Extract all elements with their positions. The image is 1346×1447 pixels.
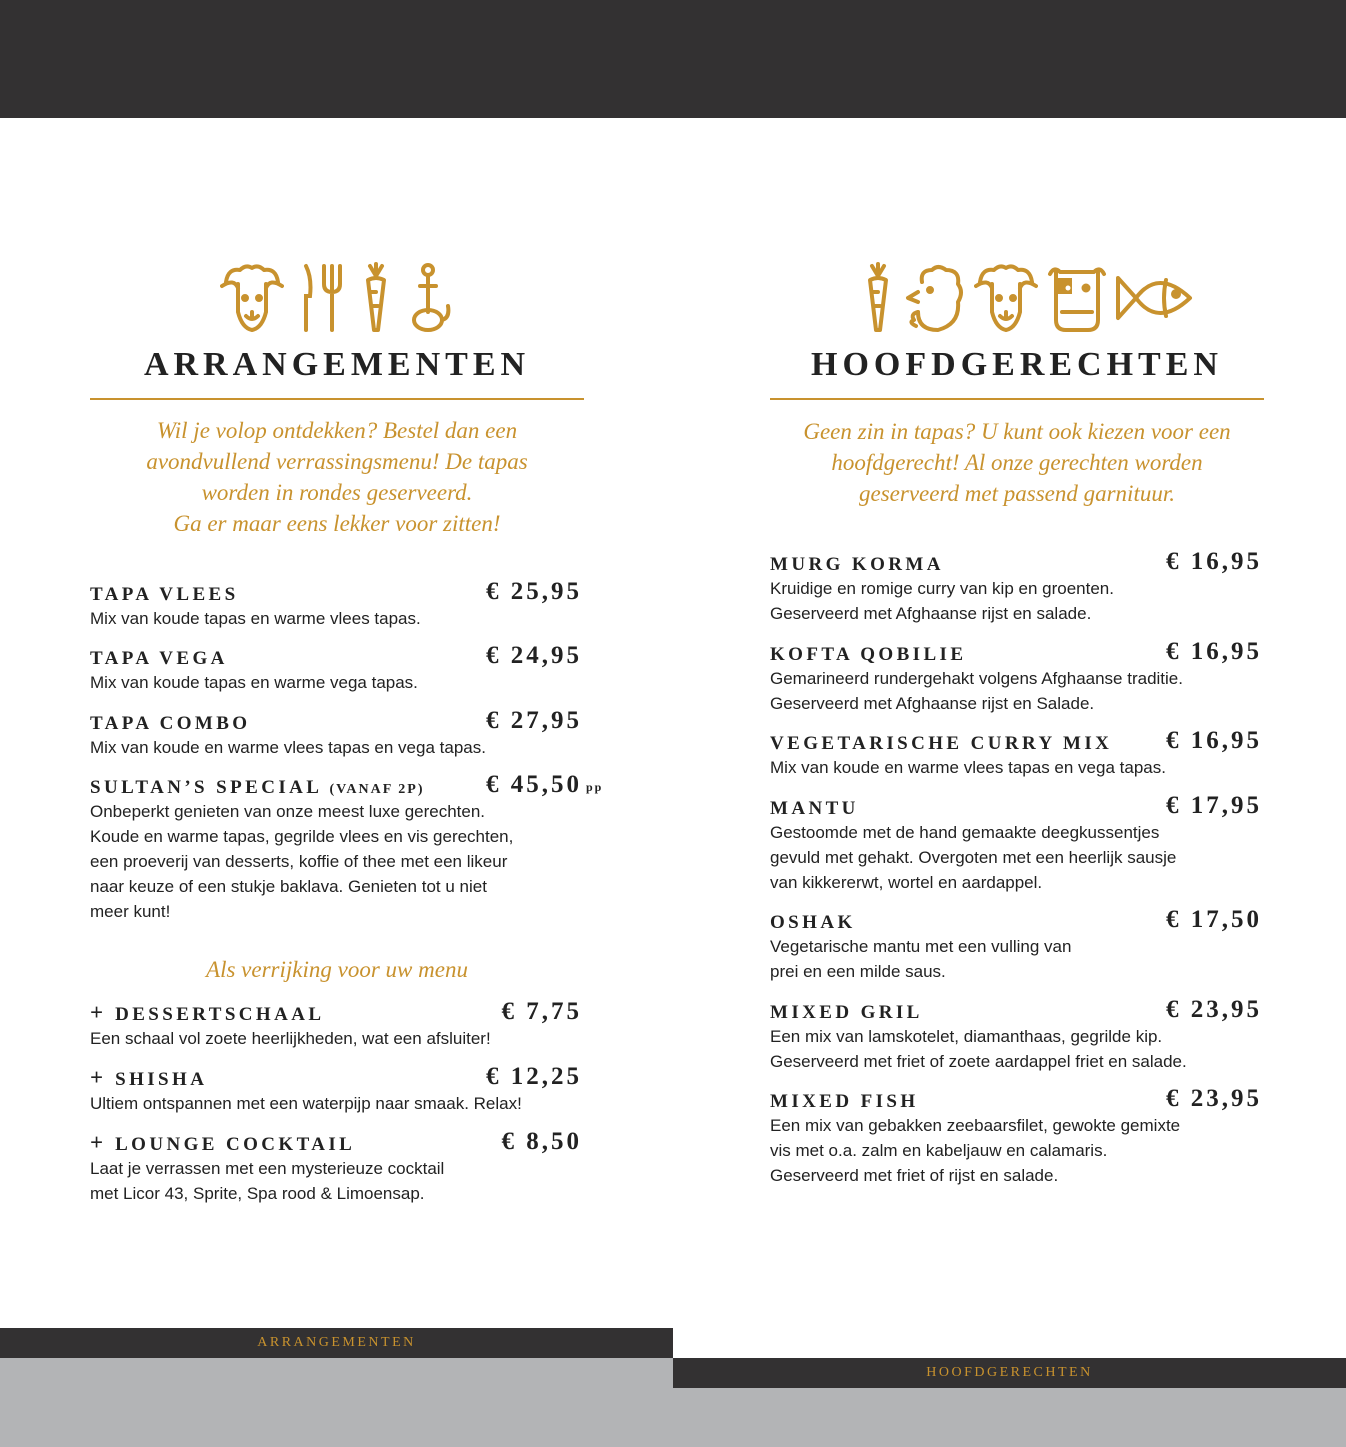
item-price: € 23,95 [1166, 996, 1262, 1023]
item-price: € 24,95 [486, 642, 582, 669]
item-description: meer kunt! [90, 902, 171, 921]
item-price: € 8,50 [501, 1128, 582, 1155]
item-description: Kruidige en romige curry van kip en groenten. [770, 579, 1114, 598]
item-description: Koude en warme tapas, gegrilde vlees en vis gerechten, [90, 827, 514, 846]
item-description: Laat je verrassen met een mysterieuze cocktail [90, 1159, 445, 1178]
menu-item [770, 994, 1264, 1074]
item-price: € 16,95 [1166, 638, 1262, 665]
item-name: MANTU [770, 798, 859, 819]
item-name: DESSERTSCHAAL [115, 1004, 325, 1025]
extra-item [90, 1061, 584, 1116]
item-description: een proeverij van desserts, koffie of thee met een likeur [90, 852, 508, 871]
item-description: Een mix van lamskotelet, diamanthaas, gegrilde kip. [770, 1027, 1163, 1046]
menu-item [770, 725, 1264, 780]
item-name: TAPA COMBO [90, 713, 251, 734]
menu-item [90, 769, 604, 924]
intro-text [770, 416, 1264, 509]
footer-tab-hoofdgerechten: HOOFDGERECHTEN [673, 1358, 1346, 1388]
extra-item [90, 1126, 584, 1206]
item-name: MIXED FISH [770, 1091, 919, 1112]
item-description: Mix van koude en warme vlees tapas en vega tapas. [90, 738, 486, 757]
item-name-wrapper [90, 1000, 324, 1026]
knife-icon [298, 262, 314, 334]
item-description: met Licor 43, Sprite, Spa rood & Limoensap. [90, 1184, 425, 1203]
menu-item [90, 705, 584, 760]
title-rule [770, 398, 1264, 400]
item-price: € 12,25 [486, 1063, 582, 1090]
top-band [0, 0, 1346, 118]
intro-line: Ga er maar eens lekker voor zitten! [173, 511, 501, 536]
item-description: Geserveerd met friet of rijst en salade. [770, 1166, 1059, 1185]
extra-item [90, 996, 584, 1051]
item-price: € 16,95 [1166, 727, 1262, 754]
item-price: € 25,95 [486, 578, 582, 605]
plus-sign: + [90, 1065, 104, 1090]
item-price: € 27,95 [486, 707, 582, 734]
hookah-icon [408, 262, 452, 334]
cow-icon [1046, 262, 1108, 334]
item-name: SHISHA [115, 1069, 208, 1090]
item-description: prei en een milde saus. [770, 962, 946, 981]
hoofdgerechten-icons [864, 262, 1204, 334]
item-name: OSHAK [770, 912, 856, 933]
menu-item [770, 636, 1264, 716]
intro-line: Wil je volop ontdekken? Bestel dan een [156, 418, 518, 443]
item-description: Gemarineerd rundergehakt volgens Afghaanse traditie. [770, 669, 1183, 688]
item-price: € 17,95 [1166, 792, 1262, 819]
footer-tab-arrangementen: ARRANGEMENTEN [0, 1328, 673, 1358]
item-description: Mix van koude tapas en warme vlees tapas. [90, 609, 421, 628]
arrangementen-icons [220, 262, 460, 334]
menu-item [770, 546, 1264, 626]
item-description: gevuld met gehakt. Overgoten met een heerlijk sausje [770, 848, 1177, 867]
item-name-wrapper [90, 1130, 355, 1156]
menu-item [770, 1083, 1264, 1188]
carrot-icon [362, 262, 390, 334]
item-price-wrapper [486, 771, 604, 799]
plus-sign: + [90, 1000, 104, 1025]
item-description: vis met o.a. zalm en kabeljauw en calamaris. [770, 1141, 1108, 1160]
item-description: Geserveerd met friet of zoete aardappel friet en salade. [770, 1052, 1187, 1071]
item-description: Ultiem ontspannen met een waterpijp naar smaak. Relax! [90, 1094, 522, 1113]
item-description: Een schaal vol zoete heerlijkheden, wat een afsluiter! [90, 1029, 491, 1048]
item-price: € 23,95 [1166, 1085, 1262, 1112]
intro-line: geserveerd met passend garnituur. [859, 481, 1175, 506]
menu-item [90, 640, 584, 695]
item-name: TAPA VLEES [90, 584, 239, 605]
item-description: Een mix van gebakken zeebaarsfilet, gewokte gemixte [770, 1116, 1181, 1135]
intro-line: hoofdgerecht! Al onze gerechten worden [831, 450, 1203, 475]
intro-line: worden in rondes geserveerd. [201, 480, 473, 505]
item-name: VEGETARISCHE CURRY MIX [770, 733, 1113, 754]
item-name: SULTAN’S SPECIAL [90, 777, 322, 798]
title-rule [90, 398, 584, 400]
item-description: Mix van koude tapas en warme vega tapas. [90, 673, 418, 692]
intro-line: Geen zin in tapas? U kunt ook kiezen voor een [803, 419, 1231, 444]
item-price: € 17,50 [1166, 906, 1262, 933]
item-description: naar keuze of een stukje baklava. Genieten tot u niet [90, 877, 487, 896]
item-description: Geserveerd met Afghaanse rijst en salade. [770, 604, 1092, 623]
intro-text [90, 415, 584, 539]
chicken-icon [904, 262, 964, 334]
item-description: van kikkererwt, wortel en aardappel. [770, 873, 1043, 892]
item-note: (VANAF 2P) [329, 782, 425, 797]
fork-icon [320, 262, 344, 334]
fish-icon [1114, 262, 1194, 334]
item-description: Mix van koude en warme vlees tapas en vega tapas. [770, 758, 1166, 777]
sheep-icon [974, 262, 1038, 334]
item-name-wrapper [90, 1065, 207, 1091]
item-price: € 16,95 [1166, 548, 1262, 575]
item-description: Onbeperkt genieten van onze meest luxe gerechten. [90, 802, 486, 821]
item-description: Vegetarische mantu met een vulling van [770, 937, 1072, 956]
item-name: KOFTA QOBILIE [770, 644, 967, 665]
intro-line: avondvullend verrassingsmenu! De tapas [146, 449, 528, 474]
page-title: ARRANGEMENTEN [143, 346, 531, 383]
menu-item [770, 904, 1264, 984]
item-price: € 7,75 [501, 998, 582, 1025]
menu-item [770, 790, 1264, 895]
item-name: LOUNGE COCKTAIL [115, 1134, 356, 1155]
sheep-icon [220, 262, 284, 334]
carrot-icon [864, 262, 892, 334]
item-name: MIXED GRIL [770, 1002, 923, 1023]
item-price: € 45,50 [486, 771, 582, 798]
item-description: Geserveerd met Afghaanse rijst en Salade. [770, 694, 1095, 713]
menu-item [90, 576, 584, 631]
extras-heading: Als verrijking voor uw menu [206, 957, 468, 982]
page-title: HOOFDGERECHTEN [811, 346, 1223, 383]
plus-sign: + [90, 1130, 104, 1155]
item-name: TAPA VEGA [90, 648, 228, 669]
item-description: Gestoomde met de hand gemaakte deegkussentjes [770, 823, 1160, 842]
item-name: MURG KORMA [770, 554, 944, 575]
item-name-wrapper [90, 777, 424, 799]
price-unit: pp [586, 780, 604, 794]
